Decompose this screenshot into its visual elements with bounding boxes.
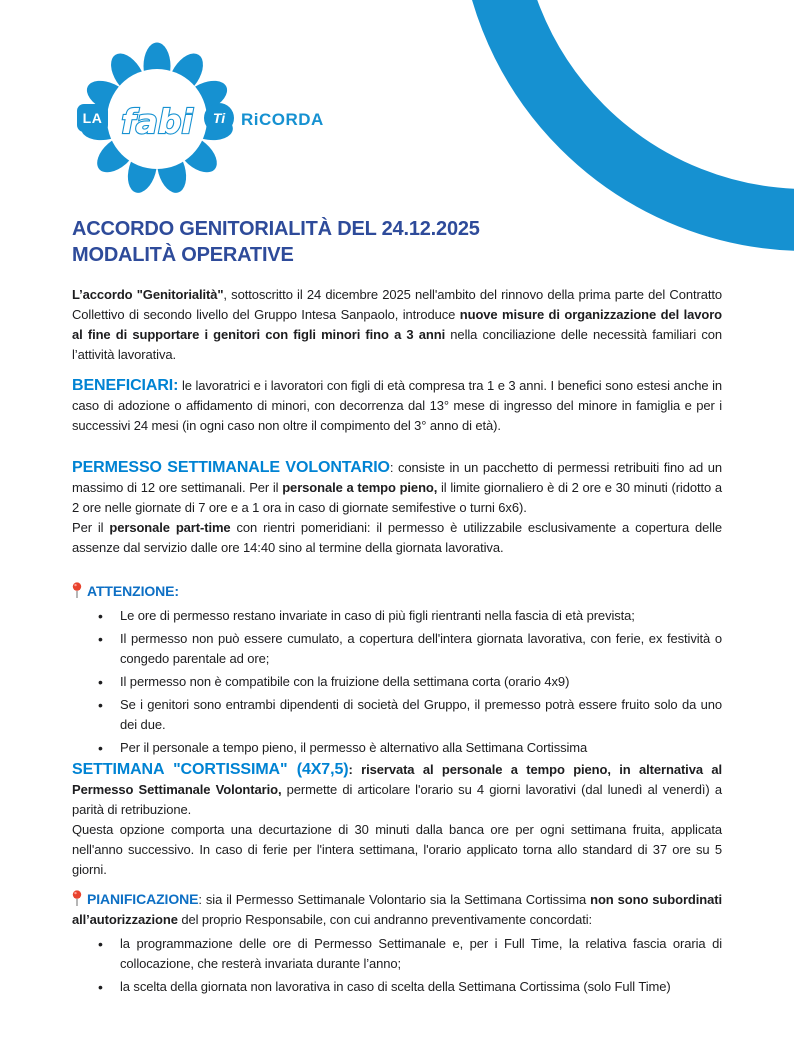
page-title [72,216,722,268]
list-item: • Per il personale a tempo pieno, il permesso è alternativo alla Settimana Cortissima [72,738,722,758]
list-item: • Il permesso non è compatibile con la fruizione della settimana corta (orario 4x9) [72,672,722,692]
permesso-section [72,458,722,558]
ti-badge: Ti [204,103,234,133]
cortissima-paragraph-2: Questa opzione comporta una decurtazione di 30 minuti dalla banca ore per ogni settimana fruita, applicata nell'anno successivo. In caso di ferie per l'intera settimana, l'orario applicato torna allo standard di 37 ore su 5 giorni. [72,822,722,877]
list-item: • Il permesso non può essere cumulato, a copertura dell'intera giornata lavorativa, con ferie, ex festività o congedo parentale ad ore; [72,629,722,669]
page-title-line2: MODALITÀ OPERATIVE [72,244,294,266]
pianificazione-list [72,934,722,997]
fabi-logo [75,38,365,200]
fabi-wordmark [109,90,205,148]
list-item: • la programmazione delle ore di Permesso Settimanale e, per i Full Time, la relativa fascia oraria di collocazione, che resterà invariata durante l’anno; [72,934,722,974]
pianificazione-paragraph: PIANIFICAZIONE: sia il Permesso Settimanale Volontario sia la Settimana Cortissima non sono subordinati all’autorizzazione del proprio Responsabile, con cui andranno preventivamente concordati: [72,891,722,927]
flower-center [107,69,207,169]
pianificazione-section [72,889,722,1000]
list-item: • Se i genitori sono entrambi dipendenti di società del Gruppo, il premesso potrà essere fruito solo da uno dei due. [72,695,722,735]
attenzione-list [72,606,722,758]
la-badge: LA [77,104,108,132]
list-item: • Le ore di permesso restano invariate in caso di più figli rientranti nella fascia di età prevista; [72,606,722,626]
svg-text:fabi: fabi [121,102,193,141]
intro-paragraph: L’accordo "Genitorialità", sottoscritto il 24 dicembre 2025 nell'ambito del rinnovo della prima parte del Contratto Collettivo di secondo livello del Gruppo Intesa Sanpaolo, introduce nuove misure di organizzazione del lavoro al fine di supportare i genitori con figli minori fino a 3 anni nella conciliazione delle necessità familiari con l’attività lavorativa. [72,287,722,362]
pushpin-icon [72,890,82,907]
cortissima-section [72,760,722,880]
permesso-paragraph-2: Per il personale part-time con rientri pomeridiani: il permesso è utilizzabile esclusivamente a copertura delle assenze dal servizio dalle ore 14:40 sino al termine della giornata lavorativa. [72,520,722,555]
beneficiari-paragraph: BENEFICIARI: le lavoratrici e i lavoratori con figli di età compresa tra 1 e 3 anni. I benefici sono estesi anche in caso di adozione o affidamento di minori, con decorrenza dal 13° mese di ingresso del minore in famiglia e per i successivi 24 mesi (in ogni caso non oltre il compimento del 3° anno di età). [72,377,722,433]
attenzione-label: ATTENZIONE: [87,583,179,599]
pushpin-icon [72,582,82,599]
attenzione-section [72,581,722,761]
page-title-line1: ACCORDO GENITORIALITÀ DEL 24.12.2025 [72,218,480,240]
permesso-paragraph-1: PERMESSO SETTIMANALE VOLONTARIO: consiste in un pacchetto di permessi retribuiti fino ad un massimo di 12 ore settimanali. Per il personale a tempo pieno, il limite giornaliero è di 2 ore e 30 minuti (ridotto a 2 ore nelle giornate di 7 ore e a 1 ora in caso di giornate semifestive o turni 6x6). [72,459,723,515]
list-item: • la scelta della giornata non lavorativa in caso di scelta della Settimana Cortissima (solo Full Time) [72,977,722,997]
ricorda-text: RiCORDA [241,110,324,129]
attenzione-heading [72,581,722,602]
pianificazione-label: PIANIFICAZIONE [87,891,199,907]
cortissima-paragraph-1: SETTIMANA "CORTISSIMA" (4X7,5): riservata al personale a tempo pieno, in alternativa al Permesso Settimanale Volontario, permette di articolare l'orario su 4 giorni lavorativi (dal lunedì al venerdì) a parità di retribuzione. [72,761,722,817]
